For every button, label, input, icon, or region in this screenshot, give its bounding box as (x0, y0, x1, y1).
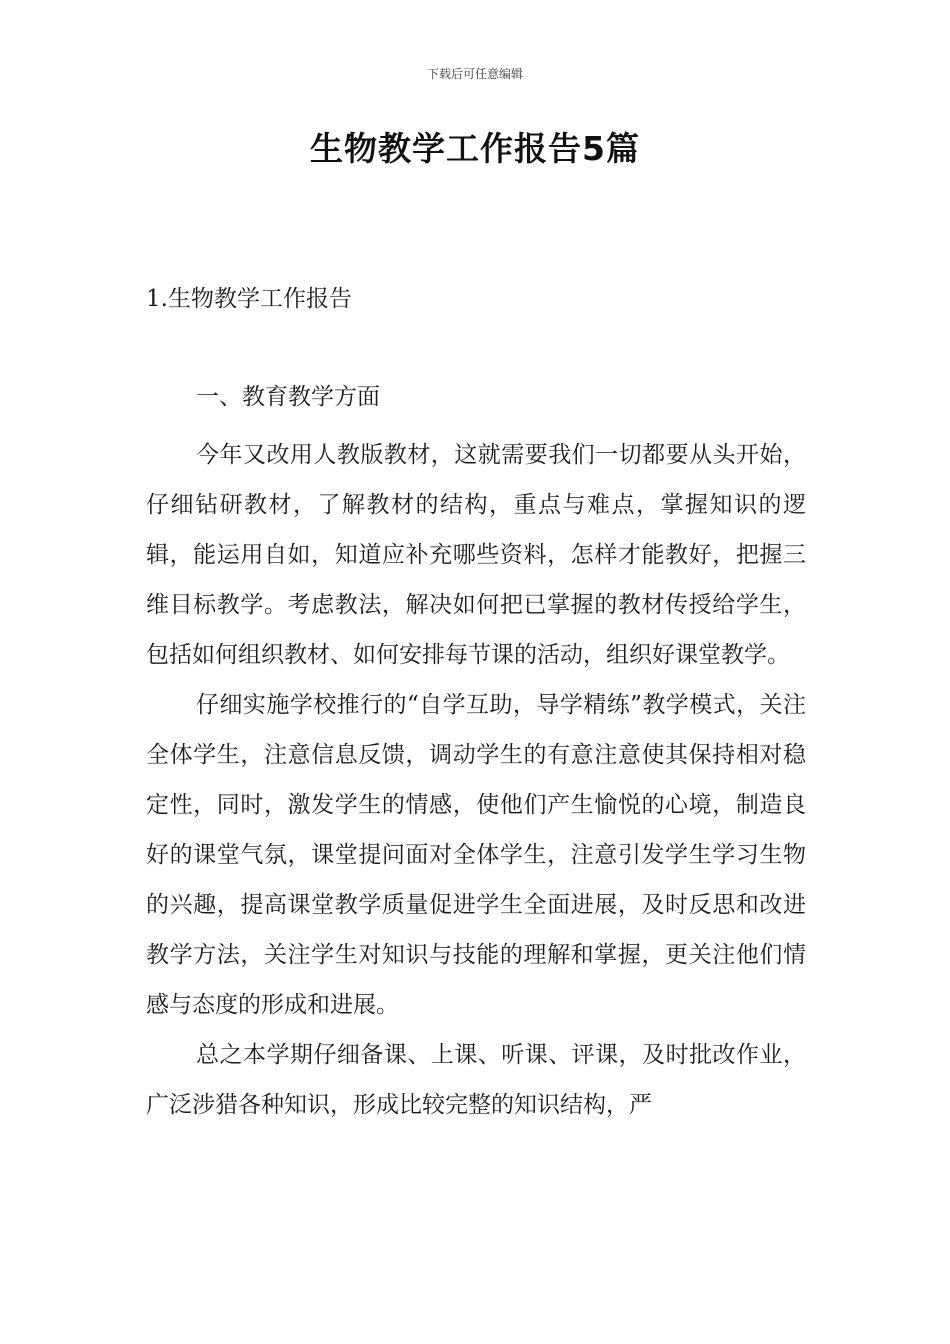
paragraph-3: 总之本学期仔细备课、上课、听课、评课，及时批改作业，广泛涉猎各种知识，形成比较完整的知识结构，严 (146, 1042, 806, 1118)
subheading: 一、教育教学方面 (196, 384, 380, 410)
paragraph-2: 仔细实施学校推行的“自学互助，导学精练”教学模式，关注全体学生，注意信息反馈，调动学生的有意注意使其保持相对稳定性，同时，激发学生的情感，使他们产生愉悦的心境，制造良好的课堂气氛，课堂提问面对全体学生，注意引发学生学习生物的兴趣，提高课堂教学质量促进学生全面进展，及时反思和改进教学方法，关注学生对知识与技能的理解和掌握，更关注他们情感与态度的形成和进展。 (146, 692, 806, 1018)
body-text (146, 430, 806, 1130)
paragraph-1: 今年又改用人教版教材，这就需要我们一切都要从头开始，仔细钻研教材，了解教材的结构，重点与难点，掌握知识的逻辑，能运用自如，知道应补充哪些资料，怎样才能教好，把握三维目标教学。考虑教法，解决如何把已掌握的教材传授给学生，包括如何组织教材、如何安排每节课的活动，组织好课堂教学。 (146, 442, 806, 668)
document-title: 生物教学工作报告5篇 (310, 129, 640, 168)
header-note: 下载后可任意编辑 (426, 67, 523, 81)
section-heading: 1.生物教学工作报告 (146, 286, 352, 312)
